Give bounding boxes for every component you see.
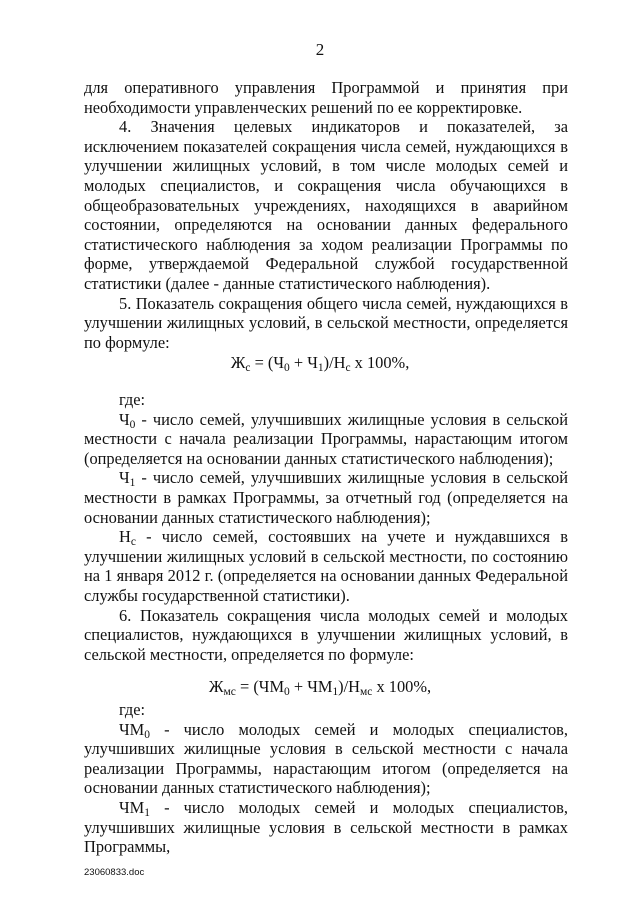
page-number: 2	[315, 40, 325, 59]
definition-chm1: $ЧМ_1$ - число молодых семей и молодых специалистов, улучшивших жилищные условия в сельской местности в рамках Программы,	[84, 797, 568, 857]
paragraph-6: 6. Показатель сокращения числа молодых семей и молодых специалистов, нуждающихся в улучшении жилищных условий, в сельской местности, определяется по формуле:	[84, 605, 568, 664]
definition-ch0: $Ч_0$ - число семей, улучшивших жилищные условия в сельской местности с начала реализации Программы, нарастающим итогом (определяется на основании данных статистического наблюдения);	[84, 409, 568, 468]
document-filename: 23060833.doc	[84, 867, 145, 878]
definitions-1	[84, 390, 568, 664]
document-body	[84, 78, 568, 352]
definition-ch1: $Ч_1$ - число семей, улучшивших жилищные условия в сельской местности в рамках Программы, за отчетный год (определяется на основании данных статистического наблюдения);	[84, 468, 568, 527]
definition-nc: $Н_с$ - число семей, состоявших на учете и нуждавшихся в улучшении жилищных условий в сельской местности, по состоянию на 1 января 2012 г. (определяется на основании данных Федеральной службы государственной статистики).	[84, 527, 568, 605]
definition-chm0: $ЧМ_0$ - число молодых семей и молодых специалистов, улучшивших жилищные условия в сельской местности с начала реализации Программы, нарастающим итогом (определяется на основании данных статистического наблюдения);	[84, 719, 568, 798]
where-label-2: где:	[119, 700, 146, 719]
paragraph-4: 4. Значения целевых индикаторов и показателей, за исключением показателей сокращения числа семей, нуждающихся в улучшении жилищных условий, в том числе молодых семей и молодых специалистов, и сокращения числа обучающихся в общеобразовательных учреждениях, находящихся в аварийном состоянии, определяются на основании данных федерального статистического наблюдения за ходом реализации Программы по форме, утверждаемой Федеральной службой государственной статистики (далее - данные статистического наблюдения).	[84, 117, 568, 293]
formula-2: $Ж_{мс} = (ЧМ_0 + ЧМ_1)/Н_{мс}$ х 100%,	[208, 677, 432, 698]
formula-1: $Ж_с = (Ч_0 + Ч_1)/Н_с$ х 100%,	[230, 353, 410, 374]
paragraph-intro: для оперативного управления Программой и принятия при необходимости управленческих решений по ее корректировке.	[84, 78, 568, 117]
where-label-1: где:	[119, 390, 146, 409]
paragraph-5: 5. Показатель сокращения общего числа семей, нуждающихся в улучшении жилищных условий, в сельской местности, определяется по формуле:	[84, 293, 568, 352]
definitions-2	[84, 700, 568, 857]
